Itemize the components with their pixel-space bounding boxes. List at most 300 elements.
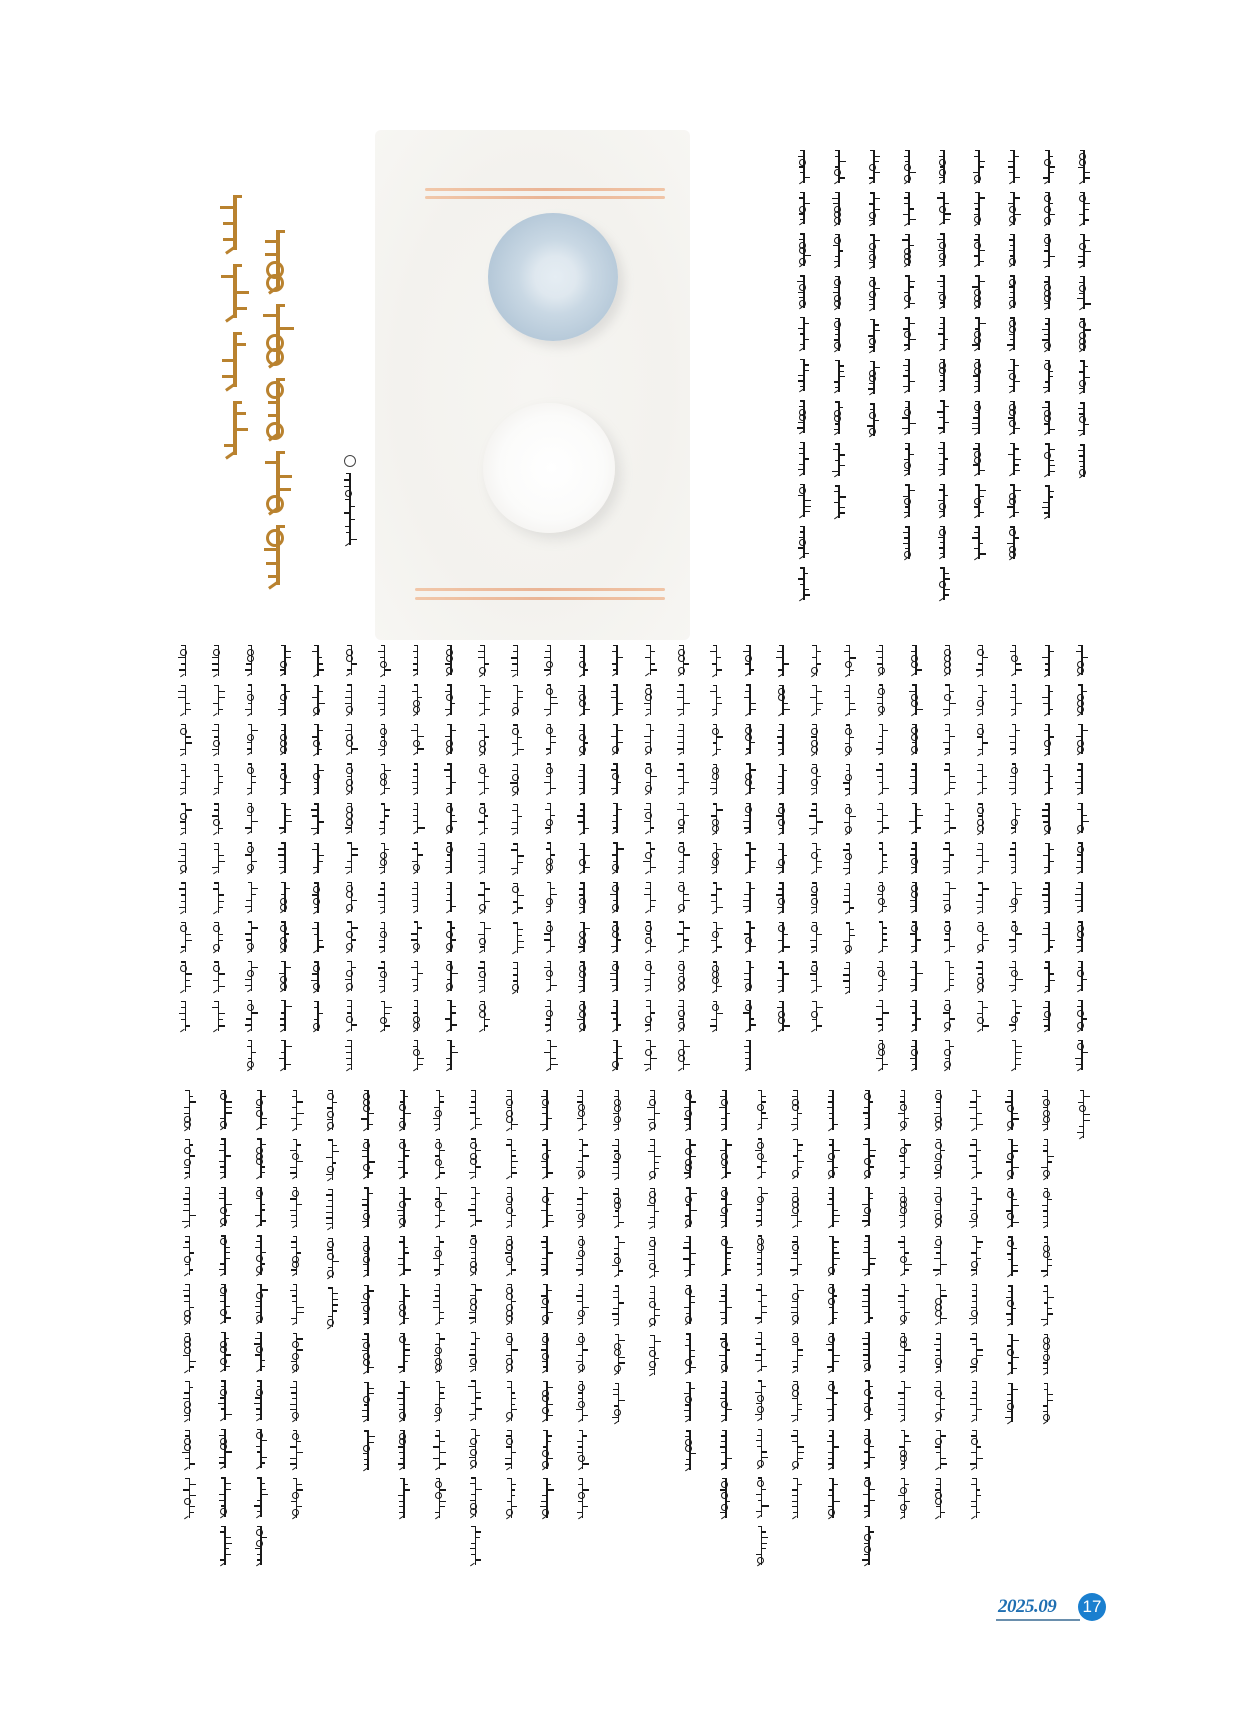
glyph-loop [292,1190,299,1197]
glyph-tail [506,1418,511,1422]
glyph-tail [799,347,804,351]
glyph-tooth [868,335,874,336]
glyph-crown [281,763,285,764]
word [882,724,883,754]
glyph-loop [470,1358,477,1365]
glyph-loop [845,774,852,781]
glyph-loop [935,1093,942,1100]
glyph-tooth [1007,1400,1012,1401]
glyph-loop [799,206,806,213]
glyph-tooth [864,1543,869,1544]
glyph-tooth [540,1506,547,1507]
glyph-tooth [839,512,845,513]
glyph-tooth [611,788,617,789]
glyph-tooth [475,1435,480,1436]
text-line [783,1090,812,1518]
glyph-loop [721,1481,728,1488]
glyph-loop [645,964,652,971]
glyph-loop [247,846,254,853]
glyph-crown [281,803,285,804]
glyph-loop [1043,1191,1050,1198]
glyph-loop [939,503,946,510]
glyph-crown [1008,1188,1012,1189]
glyph-tooth [899,1446,905,1447]
glyph-tooth [617,1024,621,1025]
glyph-tooth [816,663,821,664]
glyph-tooth [471,1101,476,1102]
glyph-loop [935,1239,942,1246]
glyph-tooth [883,933,888,934]
glyph-tooth [614,1096,619,1097]
glyph-crown [1080,276,1084,277]
glyph-tooth [712,663,716,664]
glyph-tooth [834,339,839,340]
glyph-crown [347,842,351,843]
glyph-tooth [935,1446,940,1447]
glyph-loop [327,1241,334,1248]
glyph-tooth [783,709,790,710]
glyph-tooth [874,198,880,199]
word [384,685,385,716]
glyph-crown [257,1380,261,1381]
text-line [354,1090,383,1470]
glyph-tooth [900,1096,904,1097]
glyph-tooth [478,730,484,731]
glyph-tooth [711,867,717,868]
glyph-crown [328,1189,332,1190]
glyph-crown [221,1138,225,1139]
glyph-tooth [257,1500,261,1501]
glyph-tooth [878,985,883,986]
glyph-tooth [756,1554,761,1555]
glyph-crown [846,804,850,805]
glyph-crown [257,1526,261,1527]
glyph-tooth [799,213,804,214]
glyph-tooth [726,1144,732,1145]
glyph-tooth [762,1306,767,1307]
glyph-crown [758,1429,762,1430]
glyph-crown [513,962,517,963]
glyph-tooth [862,1204,869,1205]
glyph-tooth [883,979,888,980]
glyph-tooth [611,736,617,737]
glyph-tail [578,1321,583,1325]
glyph-loop [935,1153,942,1160]
glyph-loop [612,964,619,971]
glyph-tooth [225,1543,232,1544]
glyph-tooth [719,1355,726,1356]
glyph-tooth [278,854,285,855]
glyph-tooth [901,1463,905,1464]
glyph-tooth [832,471,839,472]
glyph-tooth [318,1013,323,1014]
glyph-loop [900,1341,907,1348]
glyph-tooth [318,669,324,670]
glyph-loop [645,1016,652,1023]
glyph-loop [380,779,387,786]
glyph-tooth [290,1210,297,1211]
glyph-tooth [839,365,844,366]
glyph-tooth [797,1161,804,1162]
glyph-loop [413,740,420,747]
glyph-tooth [650,1012,655,1013]
glyph-crown [613,763,617,764]
glyph-tooth [434,1124,439,1125]
glyph-tooth [717,809,724,810]
glyph-tooth [212,657,219,658]
glyph-tooth [869,220,874,221]
glyph-tooth [547,1484,551,1485]
glyph-tooth [1078,256,1084,257]
word [218,882,219,913]
glyph-loop [213,925,220,932]
glyph-tooth [256,1414,261,1415]
glyph-tooth [511,1172,517,1173]
glyph-tail [542,1418,547,1422]
glyph-tooth [363,1242,368,1243]
glyph-tooth [799,537,804,538]
glyph-tooth [1077,906,1082,907]
glyph-tooth [245,1024,251,1025]
glyph-tooth [378,894,385,895]
glyph-tooth [883,854,888,855]
glyph-tail [878,1028,883,1032]
glyph-tooth [413,769,418,770]
word [716,645,717,676]
glyph-tooth [189,1484,196,1485]
text-line [819,1090,848,1518]
glyph-tooth [903,328,909,329]
glyph-tail [578,1515,583,1519]
glyph-tooth [804,589,809,590]
glyph-tooth [833,1150,840,1151]
glyph-tooth [936,1366,940,1367]
glyph-crown [248,882,252,883]
glyph-loop [900,1256,907,1263]
glyph-tooth [811,809,816,810]
glyph-tooth [475,1408,482,1409]
word [583,764,584,795]
glyph-tooth [810,940,816,941]
glyph-tooth [1076,736,1082,737]
glyph-tooth [440,1338,445,1339]
glyph-tooth [1076,651,1082,652]
glyph-tooth [281,894,285,895]
glyph-tooth [799,166,804,167]
glyph-tooth [314,782,318,783]
glyph-tooth [285,933,289,934]
glyph-tooth [578,1355,582,1356]
glyph-tooth [762,1451,768,1452]
glyph-loop [712,977,719,984]
glyph-tooth [970,1144,977,1145]
glyph-tooth [547,1441,551,1442]
glyph-crown [414,882,418,883]
glyph-tooth [778,782,783,783]
glyph-tooth [326,1217,333,1218]
glyph-tooth [255,1397,261,1398]
glyph-tooth [905,1269,909,1270]
glyph-crown [829,1381,833,1382]
glyph-tooth [346,691,351,692]
glyph-tooth [511,1124,518,1125]
word [716,685,717,716]
glyph-tooth [1049,973,1054,974]
glyph-tooth [800,531,804,532]
glyph-tooth [507,1264,511,1265]
glyph-loop [435,1407,442,1414]
glyph-crown [221,1284,225,1285]
glyph-crown [1008,1090,1012,1091]
glyph-tooth [755,1360,762,1361]
glyph-tooth [517,929,522,930]
glyph-tooth [1084,203,1090,204]
glyph-loop [579,938,586,945]
glyph-tooth [916,1018,921,1019]
glyph-loop [645,767,652,774]
glyph-tooth [362,1350,369,1351]
glyph-crown [978,724,982,725]
glyph-tooth [910,854,916,855]
glyph-crown [865,1284,869,1285]
glyph-tooth [757,1446,761,1447]
glyph-tooth [940,344,944,345]
text-line [390,1090,419,1518]
glyph-tooth [944,769,949,770]
glyph-tooth [972,1415,977,1416]
glyph-crown [414,684,418,685]
glyph-tooth [611,946,617,947]
glyph-tooth [683,1064,690,1065]
glyph-tooth [839,161,846,162]
glyph-tooth [717,928,723,929]
glyph-tooth [471,1258,476,1259]
glyph-tail [974,431,979,435]
glyph-tooth [905,1349,912,1350]
glyph-loop [213,965,220,972]
glyph-tooth [413,776,417,777]
glyph-tooth [1077,769,1082,770]
glyph-tooth [783,663,789,664]
glyph-tooth [471,1096,476,1097]
glyph-loop [721,1401,728,1408]
glyph-crown [846,883,850,884]
glyph-tail [225,246,235,254]
glyph-tooth [800,386,804,387]
glyph-loop [542,1153,549,1160]
glyph-loop [578,1401,585,1408]
glyph-tooth [800,333,804,334]
glyph-tooth [839,371,844,372]
glyph-crown [328,1238,332,1239]
glyph-crown [975,484,979,485]
glyph-tail [380,752,385,756]
glyph-tooth [545,1024,551,1025]
glyph-loop [512,728,519,735]
glyph-loop [757,1480,764,1487]
glyph-tooth [397,1398,404,1399]
glyph-crown [1045,764,1049,765]
glyph-tail [578,1224,583,1228]
glyph-crown [812,922,816,923]
glyph-tail [506,1515,511,1519]
glyph-tooth [225,1107,232,1108]
glyph-tail [712,752,717,756]
glyph-tooth [1049,156,1053,157]
glyph-tooth [414,1006,418,1007]
glyph-tooth [809,828,816,829]
glyph-tooth [368,1172,373,1173]
chopstick-top-1 [425,188,665,191]
glyph-crown [579,1139,583,1140]
glyph-tooth [721,1361,726,1362]
glyph-tail [685,1273,690,1277]
glyph-tooth [977,736,982,737]
glyph-tooth [800,172,804,173]
glyph-tail [546,792,551,796]
glyph-tooth [900,1172,905,1173]
glyph-tooth [584,928,590,929]
glyph-crown [679,645,683,646]
glyph-tooth [972,428,979,429]
glyph-tooth [743,821,750,822]
glyph-crown [214,961,218,962]
glyph-tooth [944,219,950,220]
glyph-crown [901,1333,905,1334]
glyph-tooth [869,1101,874,1102]
glyph-tooth [189,1101,195,1102]
glyph-tooth [654,1162,659,1163]
glyph-tooth [750,769,756,770]
glyph-crown [447,1040,451,1041]
glyph-tooth [1012,1265,1018,1266]
glyph-tail [900,1515,905,1519]
glyph-crown [936,1139,940,1140]
glyph-tooth [869,1414,873,1415]
glyph-tooth [470,1548,476,1549]
glyph-crown [1045,685,1049,686]
text-line [425,1090,454,1518]
glyph-tooth [541,1096,547,1097]
glyph-tooth [684,1118,690,1119]
word [1048,922,1049,953]
glyph-tooth [879,736,883,737]
glyph-tooth [542,1113,547,1114]
glyph-crown [972,1139,976,1140]
glyph-tooth [404,1387,410,1388]
glyph-crown [912,882,916,883]
glyph-crown [447,724,451,725]
glyph-crown [940,442,944,443]
glyph-tooth [974,203,979,204]
glyph-tooth [1084,240,1090,241]
glyph-tail [363,1273,368,1277]
glyph-tooth [864,1124,869,1125]
glyph-tooth [811,980,817,981]
glyph-tooth [976,709,982,710]
glyph-crown [381,645,385,646]
glyph-tooth [744,933,750,934]
glyph-crown [945,724,949,725]
glyph-tooth [189,1361,196,1362]
glyph-tooth [611,691,617,692]
glyph-tooth [440,1463,446,1464]
glyph-loop [546,661,553,668]
glyph-crown [646,763,650,764]
glyph-tooth [792,1398,797,1399]
glyph-loop [1079,243,1086,250]
glyph-tooth [1049,471,1055,472]
glyph-tooth [468,1209,475,1210]
text-line [571,645,598,1031]
glyph-tail [1044,910,1049,914]
glyph-loop [974,337,981,344]
glyph-crown [713,843,717,844]
glyph-tooth [399,1452,404,1453]
glyph-crown [1080,360,1084,361]
glyph-tail [268,581,278,589]
glyph-tooth [878,657,883,658]
glyph-tooth [311,828,318,829]
glyph-crown [1045,961,1049,962]
glyph-tooth [934,1387,941,1388]
glyph-crown [293,1090,297,1091]
glyph-tooth [613,1167,618,1168]
glyph-tooth [792,1501,797,1502]
glyph-loop [678,885,685,892]
glyph-crown [975,401,979,402]
glyph-tooth [218,691,225,692]
glyph-tooth [654,1156,660,1157]
glyph-tooth [909,245,914,246]
glyph-tooth [798,328,804,329]
glyph-crown [579,1333,583,1334]
glyph-tooth [480,867,484,868]
glyph-crown [978,803,982,804]
glyph-tooth [683,939,688,940]
glyph-crown [248,803,252,804]
glyph-crown [879,921,883,922]
glyph-crown [679,1040,683,1041]
word [782,961,783,992]
glyph-tooth [583,1489,589,1490]
glyph-tooth [261,1209,265,1210]
glyph-tooth [542,1167,547,1168]
glyph-tooth [547,1435,552,1436]
glyph-tail [1077,1028,1082,1032]
glyph-tooth [268,575,278,578]
glyph-tooth [816,651,821,652]
glyph-loop [778,859,785,866]
glyph-tooth [440,1221,445,1222]
glyph-tooth [312,697,318,698]
glyph-tooth [845,743,849,744]
glyph-tooth [471,1403,475,1404]
glyph-tooth [863,1295,869,1296]
glyph-tooth [944,578,950,579]
glyph-crown [829,1284,833,1285]
glyph-tooth [404,1290,409,1291]
glyph-tooth [610,894,617,895]
glyph-tooth [290,1167,297,1168]
glyph-tooth [976,1241,982,1242]
glyph-tooth [351,748,358,749]
glyph-tooth [717,736,724,737]
glyph-loop [380,1017,387,1024]
glyph-tooth [750,867,755,868]
glyph-tooth [1048,1199,1052,1200]
glyph-tooth [185,1025,190,1026]
